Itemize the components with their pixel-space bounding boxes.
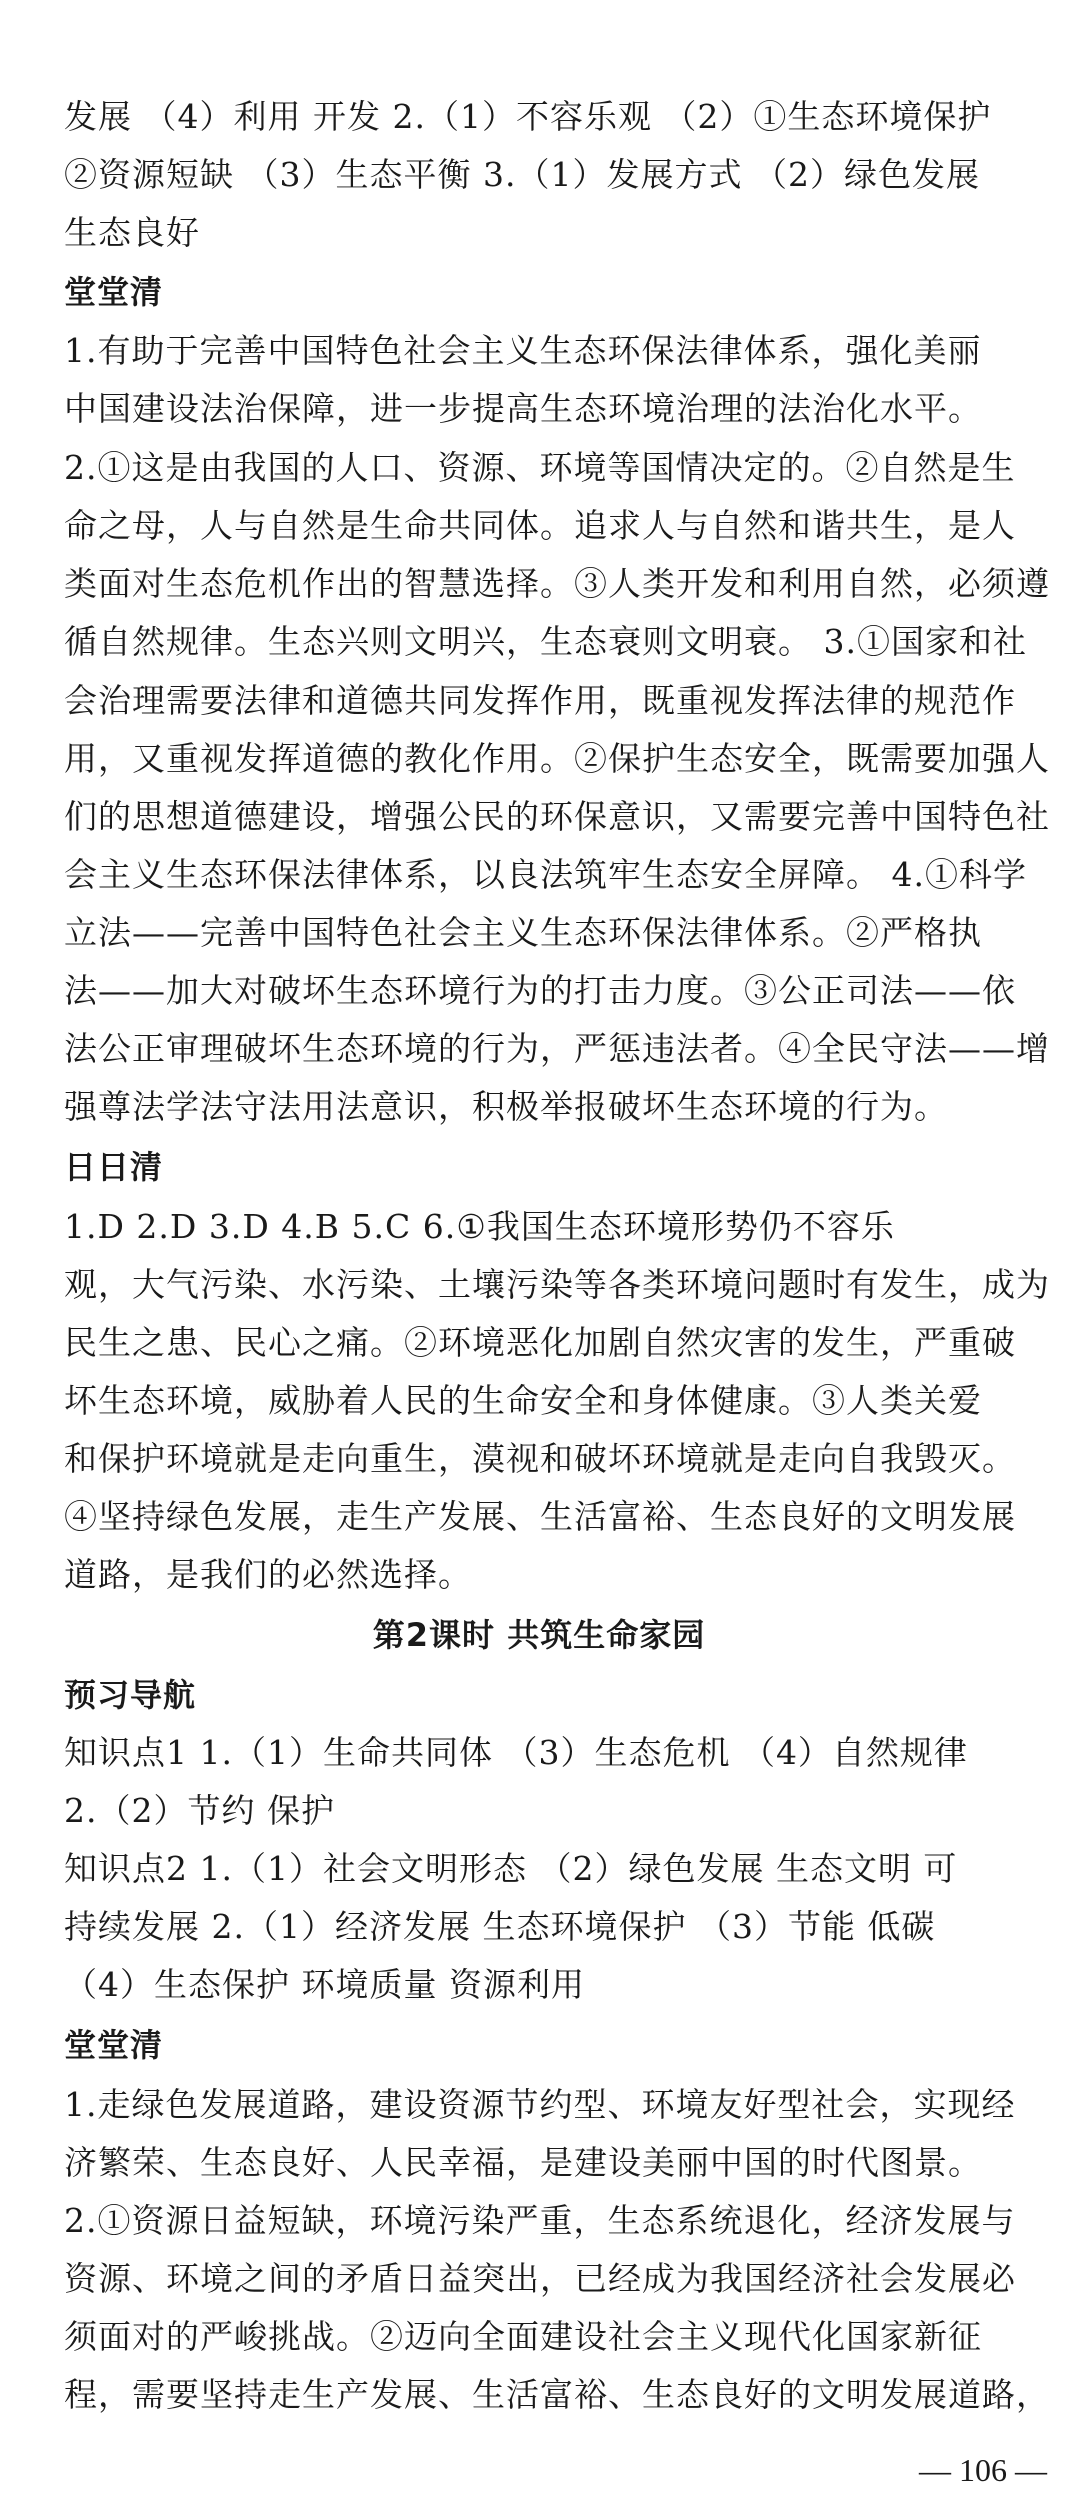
text-line: 会主义生态环保法律体系，以良法筑牢生态安全屏障。 4.①科学 [64, 855, 1027, 894]
text-line: 立法——完善中国特色社会主义生态环保法律体系。②严格执 [64, 913, 982, 952]
section-heading: 堂堂清 [64, 2026, 164, 2064]
section-heading: 预习导航 [64, 1676, 197, 1714]
text-line: 知识点2 1.（1）社会文明形态 （2）绿色发展 生态文明 可 [64, 1849, 958, 1888]
text-line: 道路，是我们的必然选择。 [64, 1555, 472, 1594]
text-line: 程，需要坚持走生产发展、生活富裕、生态良好的文明发展道路， [64, 2375, 1050, 2414]
text-line: 观，大气污染、水污染、土壤污染等各类环境问题时有发生，成为 [64, 1265, 1050, 1304]
text-line: 中国建设法治保障，进一步提高生态环境治理的法治化水平。 [64, 389, 982, 428]
text-line: 循自然规律。生态兴则文明兴，生态衰则文明衰。 3.①国家和社 [64, 622, 1027, 661]
text-line: 和保护环境就是走向重生，漠视和破坏环境就是走向自我毁灭。 [64, 1439, 1016, 1478]
text-line: 1.走绿色发展道路，建设资源节约型、环境友好型社会，实现经 [64, 2085, 1016, 2124]
text-line: 济繁荣、生态良好、人民幸福，是建设美丽中国的时代图景。 [64, 2143, 982, 2182]
text-line: 命之母，人与自然是生命共同体。追求人与自然和谐共生，是人 [64, 506, 1016, 545]
text-line: 1.D 2.D 3.D 4.B 5.C 6.①我国生态环境形势仍不容乐 [64, 1207, 895, 1246]
text-line: 2.①资源日益短缺，环境污染严重，生态系统退化，经济发展与 [64, 2201, 1016, 2240]
text-line: 1.有助于完善中国特色社会主义生态环保法律体系，强化美丽 [64, 331, 982, 370]
section-heading: 日日清 [64, 1148, 164, 1186]
text-line: ④坚持绿色发展，走生产发展、生活富裕、生态良好的文明发展 [64, 1497, 1016, 1536]
text-line: （4）生态保护 环境质量 资源利用 [64, 1965, 585, 2004]
text-line: 知识点1 1.（1）生命共同体 （3）生态危机 （4）自然规律 [64, 1733, 968, 1772]
text-line: 2.（2）节约 保护 [64, 1791, 335, 1830]
text-line: 会治理需要法律和道德共同发挥作用，既重视发挥法律的规范作 [64, 681, 1016, 720]
text-line: 法——加大对破坏生态环境行为的打击力度。③公正司法——依 [64, 971, 1016, 1010]
text-line: 民生之患、民心之痛。②环境恶化加剧自然灾害的发生，严重破 [64, 1323, 1016, 1362]
text-line: 法公正审理破坏生态环境的行为，严惩违法者。④全民守法——增 [64, 1029, 1050, 1068]
section-heading: 堂堂清 [64, 273, 164, 311]
lesson-title: 第2课时 共筑生命家园 [372, 1616, 706, 1654]
text-line: 发展 （4）利用 开发 2.（1）不容乐观 （2）①生态环境保护 [64, 97, 992, 136]
text-line: 坏生态环境，威胁着人民的生命安全和身体健康。③人类关爱 [64, 1381, 982, 1420]
text-line: 须面对的严峻挑战。②迈向全面建设社会主义现代化国家新征 [64, 2317, 982, 2356]
text-line: ②资源短缺 （3）生态平衡 3.（1）发展方式 （2）绿色发展 [64, 155, 980, 194]
text-line: 用，又重视发挥道德的教化作用。②保护生态安全，既需要加强人 [64, 739, 1050, 778]
text-line: 强尊法学法守法用法意识，积极举报破坏生态环境的行为。 [64, 1087, 948, 1126]
text-line: 类面对生态危机作出的智慧选择。③人类开发和利用自然，必须遵 [64, 564, 1050, 603]
page-number: — 106 — [919, 2452, 1047, 2488]
text-line: 生态良好 [64, 213, 200, 252]
text-line: 资源、环境之间的矛盾日益突出，已经成为我国经济社会发展必 [64, 2259, 1016, 2298]
text-line: 持续发展 2.（1）经济发展 生态环境保护 （3）节能 低碳 [64, 1907, 936, 1946]
text-line: 们的思想道德建设，增强公民的环保意识，又需要完善中国特色社 [64, 797, 1050, 836]
text-line: 2.①这是由我国的人口、资源、环境等国情决定的。②自然是生 [64, 448, 1016, 487]
